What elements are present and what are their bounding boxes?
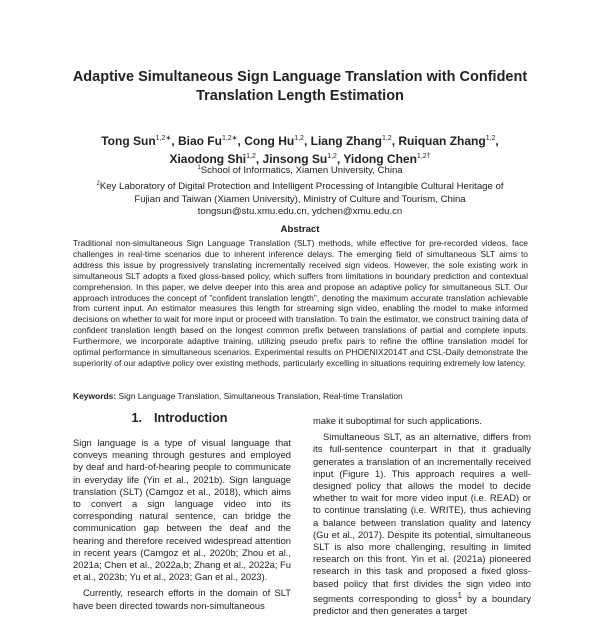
author-name: Jinsong Su [262, 152, 328, 166]
email-addresses: tongsun@stu.xmu.edu.cn, ydchen@xmu.edu.cn [197, 206, 403, 218]
affiliations [40, 162, 560, 219]
author-superscript: 1,2 [381, 135, 392, 142]
paper-title [40, 68, 560, 106]
author-name: Xiaodong Shi [169, 152, 247, 166]
affiliation-line: Fujian and Taiwan (Xiamen University), Ministry of Culture and Tourism, China [134, 193, 466, 205]
section-number: 1. [131, 411, 143, 425]
author-name: Tong Sun [101, 134, 156, 148]
author-superscript: 1,2 [246, 153, 256, 160]
section-heading [73, 411, 286, 425]
affiliation-line: School of Informatics, Xiamen University, China [200, 165, 403, 177]
footnote-marker: 1 [457, 590, 462, 600]
author-superscript: 1,2∗ [155, 135, 172, 142]
affil-marker: 2 [96, 180, 100, 187]
author-superscript: 1,2† [416, 153, 431, 160]
affiliation-line: Key Laboratory of Digital Protection and Intelligent Processing of Intangible Cultural Heritage of [99, 180, 504, 192]
keywords [73, 391, 528, 402]
keywords-text: Sign Language Translation, Simultaneous Translation, Real-time Translation [118, 391, 403, 401]
author-name: Yidong Chen [343, 152, 417, 166]
paragraph: Currently, research efforts in the domain of SLT have been directed towards non-simultaneous [73, 587, 291, 611]
right-column [313, 415, 531, 621]
author-superscript: 1,2∗ [221, 135, 238, 142]
author-superscript: 1,2 [485, 135, 496, 142]
author-superscript: 1,2 [327, 153, 337, 160]
author-name: Cong Hu [244, 134, 295, 148]
paragraph: Sign language is a type of visual language that conveys meaning through gestures and employed by deaf and hard-of-hearing people to communicate in everyday life (Yin et al., 2021b). Sign language translation (SLT) (Camgoz et al., 2018), which aims to convert a sign language video into its corresponding natural sentence, can bridge the communication gap between the deaf and the hearing and therefore received widespread attention in recent years (Camgoz et al., 2020b; Zhou et al., 2021a; Chen et al., 2022a,b; Zhang et al., 2022a; Fu et al., 2023b; Yu et al., 2023; Gan et al., 2023). [73, 437, 291, 583]
paragraph [313, 431, 531, 617]
left-column [73, 437, 291, 616]
author-superscript: 1,2 [294, 135, 304, 142]
affil-marker: 1 [197, 165, 201, 171]
author-name: Liang Zhang [310, 134, 382, 148]
author-list: Tong Sun$^{1,2∗}$, Biao $Fu^{1,2∗}$, Cong Hu$^{1,2}$, Liang Zhang$^{1,2}$, Ruiquan Zhang$^{1,2}$, Xiaodong Shi$^{1,2}$, Jinsong Su$^{1,2}$, Yidong Chen$^{1,2\dagger}$ [101, 134, 499, 166]
keywords-label: Keywords: [73, 391, 117, 401]
abstract-heading: Abstract [280, 224, 320, 235]
title-line-1: Adaptive Simultaneous Sign Language Translation with Confident [72, 69, 528, 85]
title-line-2: Translation Length Estimation [196, 88, 404, 104]
author-name: Biao Fu [177, 134, 222, 148]
section-title: Introduction [154, 411, 228, 425]
paragraph-text: by a boundary predictor and then generates a target [313, 592, 532, 617]
paragraph: make it suboptimal for such applications. [313, 415, 482, 426]
paragraph-text: Simultaneous SLT, as an alternative, differs from its full-sentence counterpart in that it gradually generates a translation of an incrementally received input (Figure 1). This approach requires a well-designed policy that allows the model to decide whether to wait for more video input (i.e. READ) or to continue translating (i.e. WRITE), thus achieving a balance between translation quality and latency (Gu et al., 2017). Despite its potential, simultaneous SLT is also more challenging, resulting in limited research on this front. Yin et al. (2021a) pioneered research in this task and proposed a fixed gloss-based policy that first divides the sign video into segments corresponding to gloss [313, 431, 531, 604]
author-name: Ruiquan Zhang [398, 134, 486, 148]
abstract-body: Traditional non-simultaneous Sign Language Translation (SLT) methods, while effective for pre-recorded videos, face challenges in real-time scenarios due to inherent inference delays. The emerging field of simultaneous SLT aims to address this issue by progressively translating incrementally received sign videos. However, the sole existing work in simultaneous SLT adopts a fixed gloss-based policy, which suffers from limitations in boundary prediction and contextual comprehension. In this paper, we delve deeper into this area and propose an adaptive policy for simultaneous SLT. Our approach introduces the concept of "confident translation length", denoting the maximum accurate translation achievable from current input. An estimator measures this length for streaming sign video, enabling the model to make informed decisions on whether to wait for more input or proceed with translation. To train the estimator, we construct training data of confident translation length based on the longest common prefix between translations of partial and complete inputs. Furthermore, we incorporate adaptive training, utilizing pseudo prefix pairs to refine the offline translation model for optimal performance in simultaneous scenarios. Experimental results on PHOENIX2014T and CSL-Daily demonstrate the superiority of our adaptive policy over existing methods, particularly excelling in situations requiring extremely low latency. [73, 238, 528, 368]
